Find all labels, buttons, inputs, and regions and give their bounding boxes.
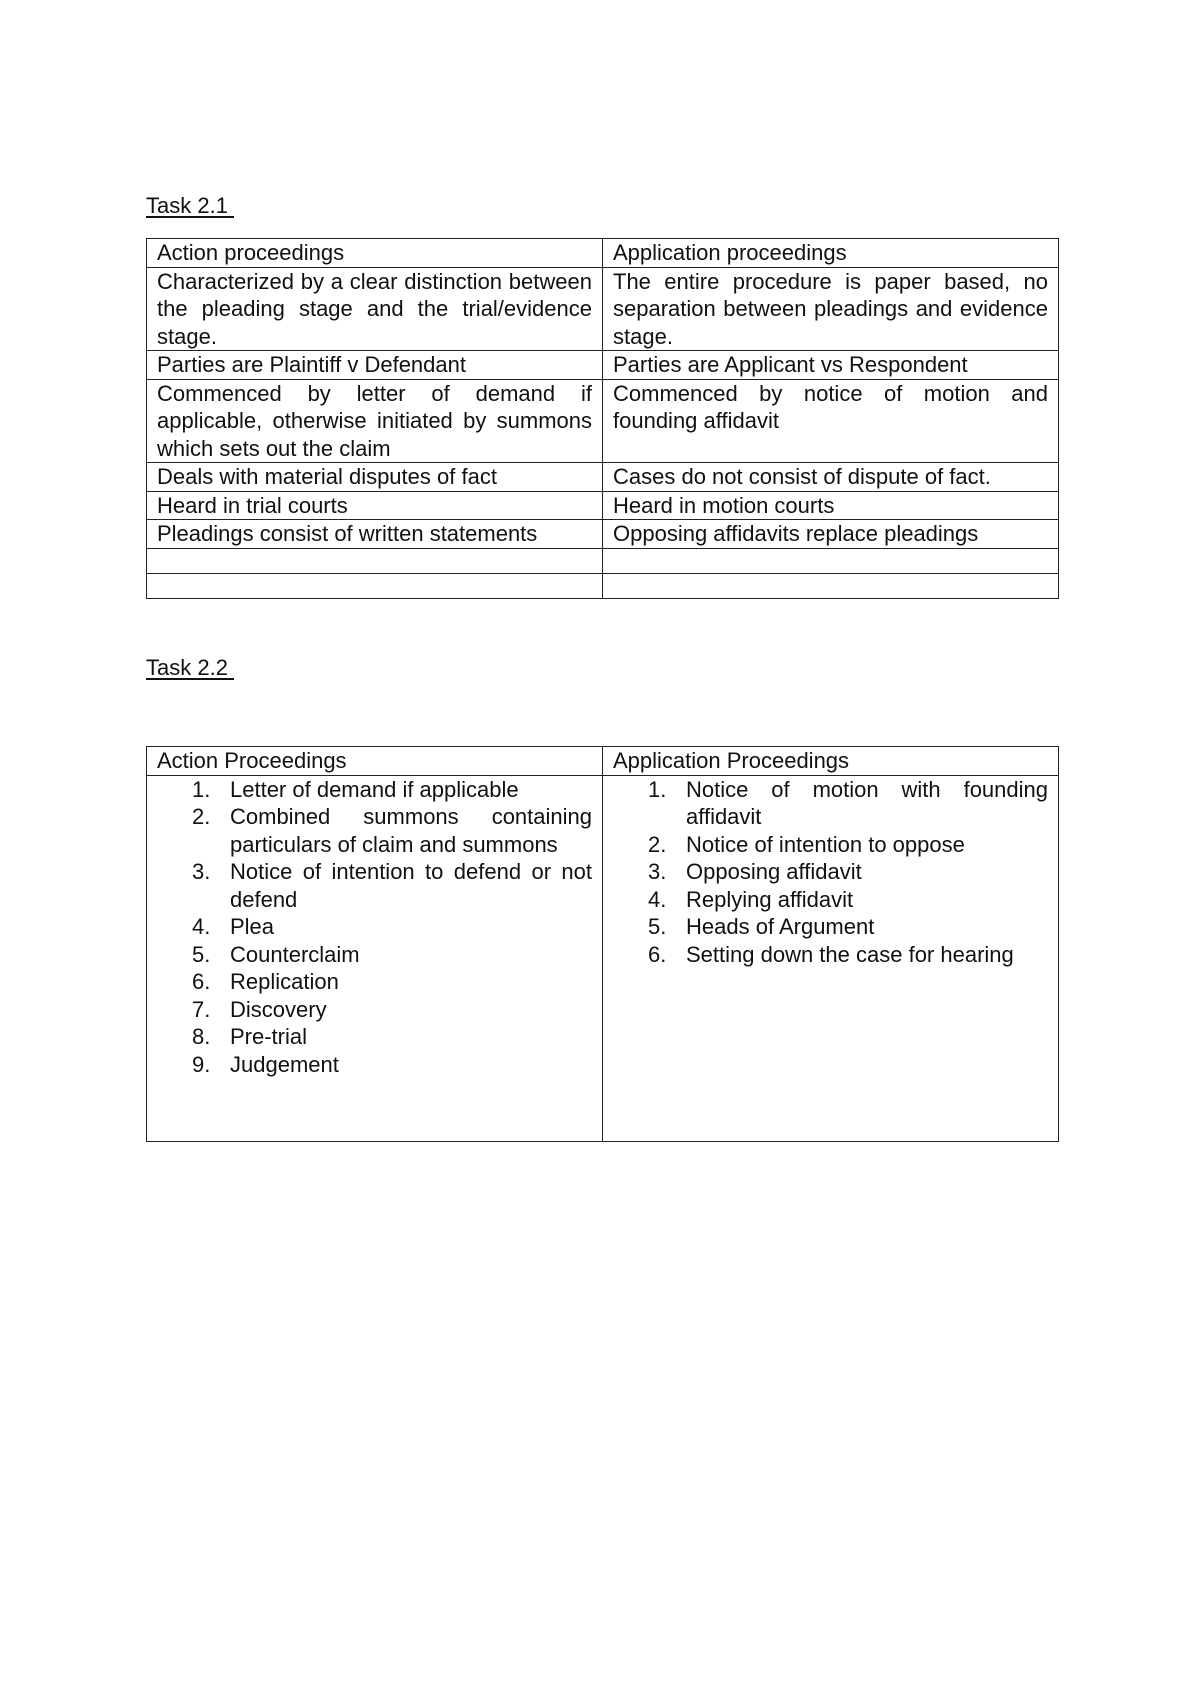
- list-number: 2.: [648, 831, 667, 857]
- table-row: [147, 463, 1059, 492]
- list-number: 6.: [192, 969, 211, 994]
- task-2-2-heading: Task 2.2: [146, 655, 235, 680]
- action-cell: Commenced by letter of demand if applicable, otherwise initiated by summons which sets out the claim: [147, 379, 603, 463]
- task-2-1-heading: Task 2.1: [146, 193, 235, 218]
- application-cell: Commenced by notice of motion and founding affidavit: [603, 379, 1059, 463]
- table-row: [147, 775, 1059, 1141]
- list-item: [613, 913, 1048, 941]
- list-item-text: Combined summons containing particulars of claim and summons: [230, 804, 592, 857]
- list-number: 5.: [192, 941, 211, 967]
- list-item-text: Judgement: [230, 1051, 339, 1077]
- list-item-text: Counterclaim: [230, 941, 360, 967]
- action-steps-list: [157, 776, 592, 1079]
- list-item-text: Opposing affidavit: [686, 859, 862, 884]
- empty-table-row: [147, 548, 1059, 573]
- list-item: [157, 858, 592, 913]
- list-item-text: Notice of intention to defend or not defend: [230, 859, 592, 912]
- application-cell: Parties are Applicant vs Respondent: [603, 351, 1059, 380]
- list-number: 4.: [192, 914, 211, 939]
- empty-cell: [147, 548, 603, 573]
- application-cell: Cases do not consist of dispute of fact.: [603, 463, 1059, 492]
- table-row: [147, 351, 1059, 380]
- table-row: [147, 379, 1059, 463]
- empty-table-row: [147, 573, 1059, 598]
- list-number: 3.: [648, 859, 667, 884]
- list-item: [613, 886, 1048, 914]
- application-cell: Heard in motion courts: [603, 491, 1059, 520]
- header-application-proceedings: Application proceedings: [603, 239, 1059, 268]
- table-row: [147, 491, 1059, 520]
- application-cell: Opposing affidavits replace pleadings: [603, 520, 1059, 549]
- list-number: 9.: [192, 1051, 211, 1077]
- list-item: [157, 968, 592, 996]
- list-number: 7.: [192, 996, 211, 1022]
- list-item: [157, 803, 592, 858]
- empty-cell: [603, 573, 1059, 598]
- action-cell: Pleadings consist of written statements: [147, 520, 603, 549]
- table-header-row: [147, 239, 1059, 268]
- list-number: 8.: [192, 1024, 211, 1049]
- empty-cell: [147, 573, 603, 598]
- action-cell: Deals with material disputes of fact: [147, 463, 603, 492]
- list-item-text: Notice of motion with founding affidavit: [686, 776, 1048, 829]
- list-number: 2.: [192, 804, 211, 829]
- list-number: 5.: [648, 914, 667, 939]
- action-cell: Characterized by a clear distinction between the pleading stage and the trial/evidence stage.: [147, 267, 603, 351]
- list-item: [157, 1051, 592, 1079]
- list-item-text: Discovery: [230, 996, 327, 1022]
- list-item: [157, 913, 592, 941]
- header-application-proceedings: Application Proceedings: [603, 747, 1059, 776]
- table-row: [147, 520, 1059, 549]
- list-item-text: Notice of intention to oppose: [686, 831, 965, 857]
- application-cell: The entire procedure is paper based, no separation between pleadings and evidence stage.: [603, 267, 1059, 351]
- application-steps-cell: [603, 775, 1059, 1141]
- list-number: 1.: [648, 776, 667, 802]
- empty-cell: [603, 548, 1059, 573]
- list-item-text: Replying affidavit: [686, 886, 854, 912]
- list-item-text: Replication: [230, 969, 339, 994]
- list-item: [613, 858, 1048, 886]
- table-header-row: [147, 747, 1059, 776]
- application-steps-list: [613, 776, 1048, 969]
- list-item: [613, 776, 1048, 831]
- list-item-text: Plea: [230, 914, 275, 939]
- header-action-proceedings: Action proceedings: [147, 239, 603, 268]
- header-action-proceedings: Action Proceedings: [147, 747, 603, 776]
- task-2-1-comparison-table: [146, 238, 1059, 599]
- list-item: [157, 941, 592, 969]
- table-row: [147, 267, 1059, 351]
- list-item: [613, 831, 1048, 859]
- action-steps-cell: [147, 775, 603, 1141]
- list-item: [613, 941, 1048, 969]
- list-item: [157, 996, 592, 1024]
- list-item-text: Setting down the case for hearing: [686, 941, 1014, 967]
- list-item-text: Letter of demand if applicable: [230, 776, 519, 802]
- list-number: 4.: [648, 886, 667, 912]
- list-number: 1.: [192, 776, 211, 802]
- task-2-2-steps-table: [146, 746, 1059, 1142]
- list-item-text: Heads of Argument: [686, 914, 875, 939]
- list-number: 6.: [648, 941, 667, 967]
- list-item: [157, 1023, 592, 1051]
- action-cell: Parties are Plaintiff v Defendant: [147, 351, 603, 380]
- action-cell: Heard in trial courts: [147, 491, 603, 520]
- list-item: [157, 776, 592, 804]
- list-item-text: Pre-trial: [230, 1024, 308, 1049]
- list-number: 3.: [192, 859, 211, 884]
